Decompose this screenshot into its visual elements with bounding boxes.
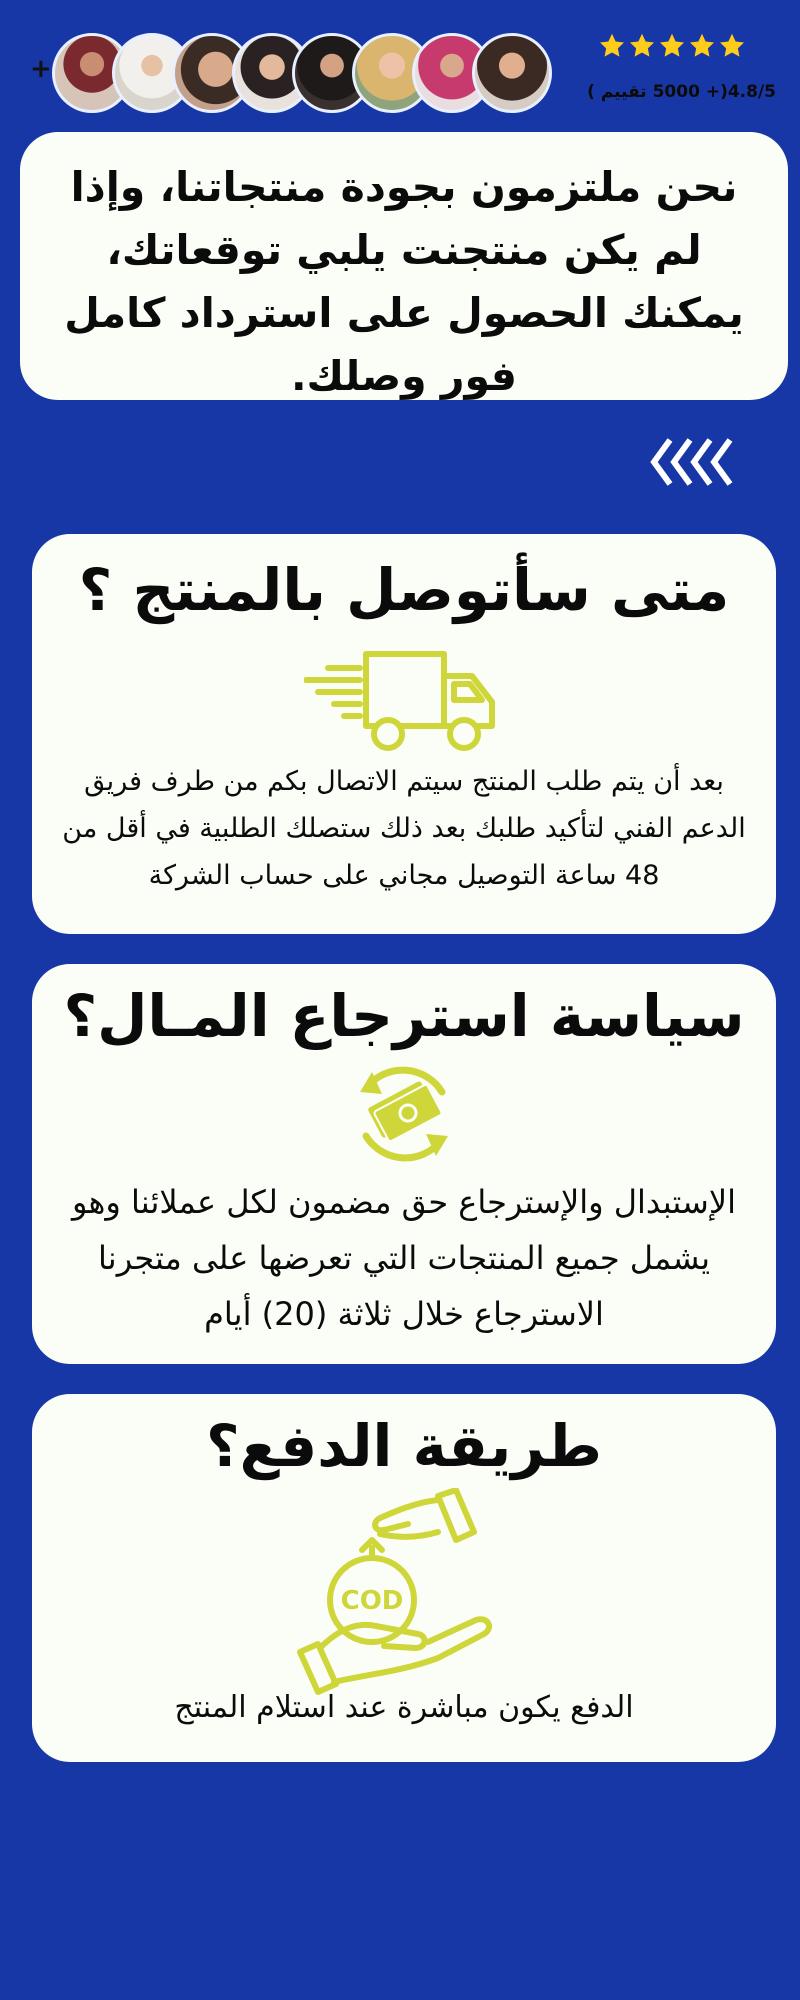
refund-card <box>32 964 776 1364</box>
cod-label: COD <box>340 1586 404 1616</box>
star-icon <box>658 32 686 60</box>
guarantee-text: نحن ملتزمون بجودة منتجاتنا، وإذا لم يكن منتجنت يلبي توقعاتك، يمكنك الحصول على استرداد كامل فور وصلك. <box>64 163 744 400</box>
avatar <box>472 33 552 113</box>
payment-title: طريقة الدفع؟ <box>205 1412 602 1480</box>
delivery-truck-icon <box>304 646 504 754</box>
more-reviewers-plus: + <box>30 54 52 84</box>
refund-title: سياسة استرجاع المـال؟ <box>63 982 745 1050</box>
rating-summary: 4.8/5(+ 5000 تقييم ) <box>587 82 776 102</box>
chevrons-left-icon <box>650 436 746 488</box>
delivery-text: بعد أن يتم طلب المنتج سيتم الاتصال بكم من طرف فريق الدعم الفني لتأكيد طلبك بعد ذلك ستصلك الطلبية في أقل من 48 ساعة التوصيل مجاني على حساب الشركة <box>62 766 746 891</box>
payment-text: الدفع يكون مباشرة عند استلام المنتج <box>174 1690 634 1725</box>
refund-text: الإستبدال والإسترجاع حق مضمون لكل عملائنا وهو يشمل جميع المنتجات التي تعرضها على متجرنا الاسترجاع خلال ثلاثة (20) أيام <box>72 1183 736 1333</box>
star-icon <box>688 32 716 60</box>
money-refund-icon <box>346 1056 462 1172</box>
delivery-card <box>32 534 776 934</box>
rating-stars <box>598 32 746 62</box>
star-icon <box>718 32 746 60</box>
delivery-title: متى سأتوصل بالمنتج ؟ <box>78 556 730 624</box>
guarantee-card <box>20 132 788 400</box>
payment-card <box>32 1394 776 1762</box>
cash-on-delivery-icon <box>288 1488 526 1696</box>
star-icon <box>598 32 626 60</box>
star-icon <box>628 32 656 60</box>
